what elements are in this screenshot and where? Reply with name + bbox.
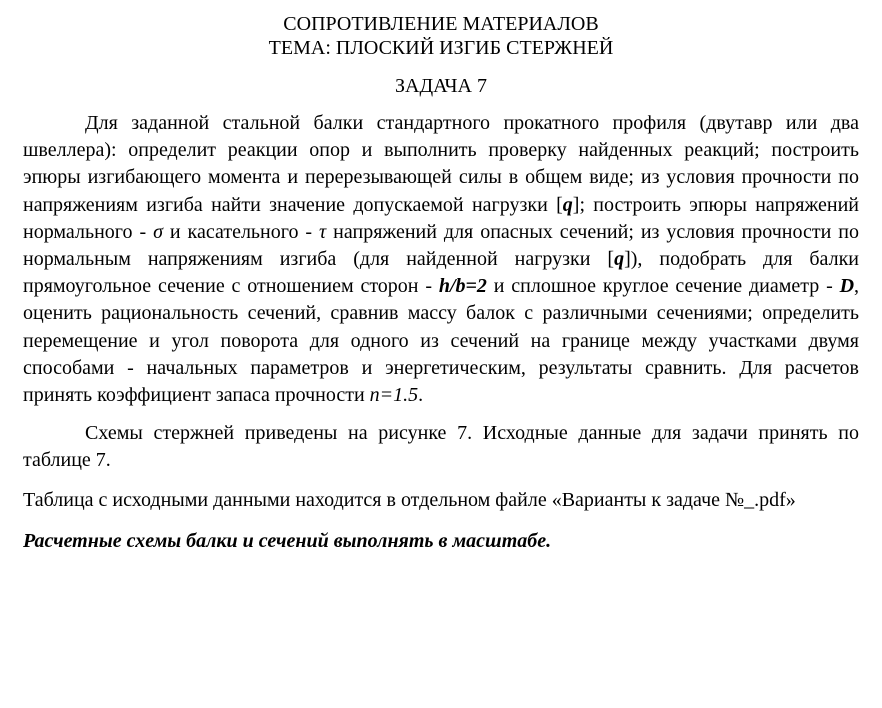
safety-factor-formula: n=1.5 bbox=[369, 384, 419, 407]
load-symbol: q bbox=[562, 193, 573, 216]
text-segment: ]), подобрать для балки прямоугольное сечение с отношением сторон - bbox=[23, 248, 859, 298]
diameter-symbol: D bbox=[839, 275, 855, 298]
text-segment: и сплошное круглое сечение диаметр - bbox=[486, 275, 840, 298]
task-description-paragraph bbox=[23, 110, 859, 409]
subject-title: СОПРОТИВЛЕНИЕ МАТЕРИАЛОВ bbox=[283, 13, 599, 35]
text-segment: и касательного - bbox=[162, 220, 320, 243]
text-segment: Для заданной стальной балки стандартного прокатного профиля (двутавр или два швеллера): определит реакции опор и выполнить проверку найденных реакций; построить эпюры изгибающего момента и перерезывающей силы в общем виде; из условия прочности по напряжениям изгиба найти значение допускаемой нагрузки [ bbox=[23, 112, 859, 216]
ratio-formula: h/b=2 bbox=[438, 275, 487, 298]
scale-note: Расчетные схемы балки и сечений выполнять в масштабе. bbox=[23, 529, 552, 552]
topic-title: ТЕМА: ПЛОСКИЙ ИЗГИБ СТЕРЖНЕЙ bbox=[268, 37, 614, 59]
text-segment: , оценить рациональность сечений, сравнив массу балок с различными сечениями; определить перемещение и угол поворота для одного из сечений на границе между участками двумя способами - начальных параметров и энергетическим, результаты сравнить. Для расчетов принять коэффициент запаса прочности bbox=[23, 275, 860, 407]
text-segment: напряжений для опасных сечений; из условия прочности по нормальным напряжениям изгиба (для найденной нагрузки [ bbox=[23, 220, 859, 271]
schemes-paragraph: Схемы стержней приведены на рисунке 7. Исходные данные для задачи принять по таблице 7. bbox=[23, 422, 859, 472]
text-segment: ]; построить эпюры напряжений нормального - bbox=[23, 193, 859, 243]
document-page bbox=[23, 12, 859, 555]
load-symbol: q bbox=[614, 248, 625, 271]
table-reference-paragraph: Таблица с исходными данными находится в отдельном файле «Варианты к задаче №_.pdf» bbox=[23, 488, 796, 511]
tau-symbol: τ bbox=[319, 220, 327, 243]
text-segment: . bbox=[418, 384, 424, 407]
sigma-symbol: σ bbox=[153, 220, 163, 243]
task-title: ЗАДАЧА 7 bbox=[395, 75, 487, 97]
